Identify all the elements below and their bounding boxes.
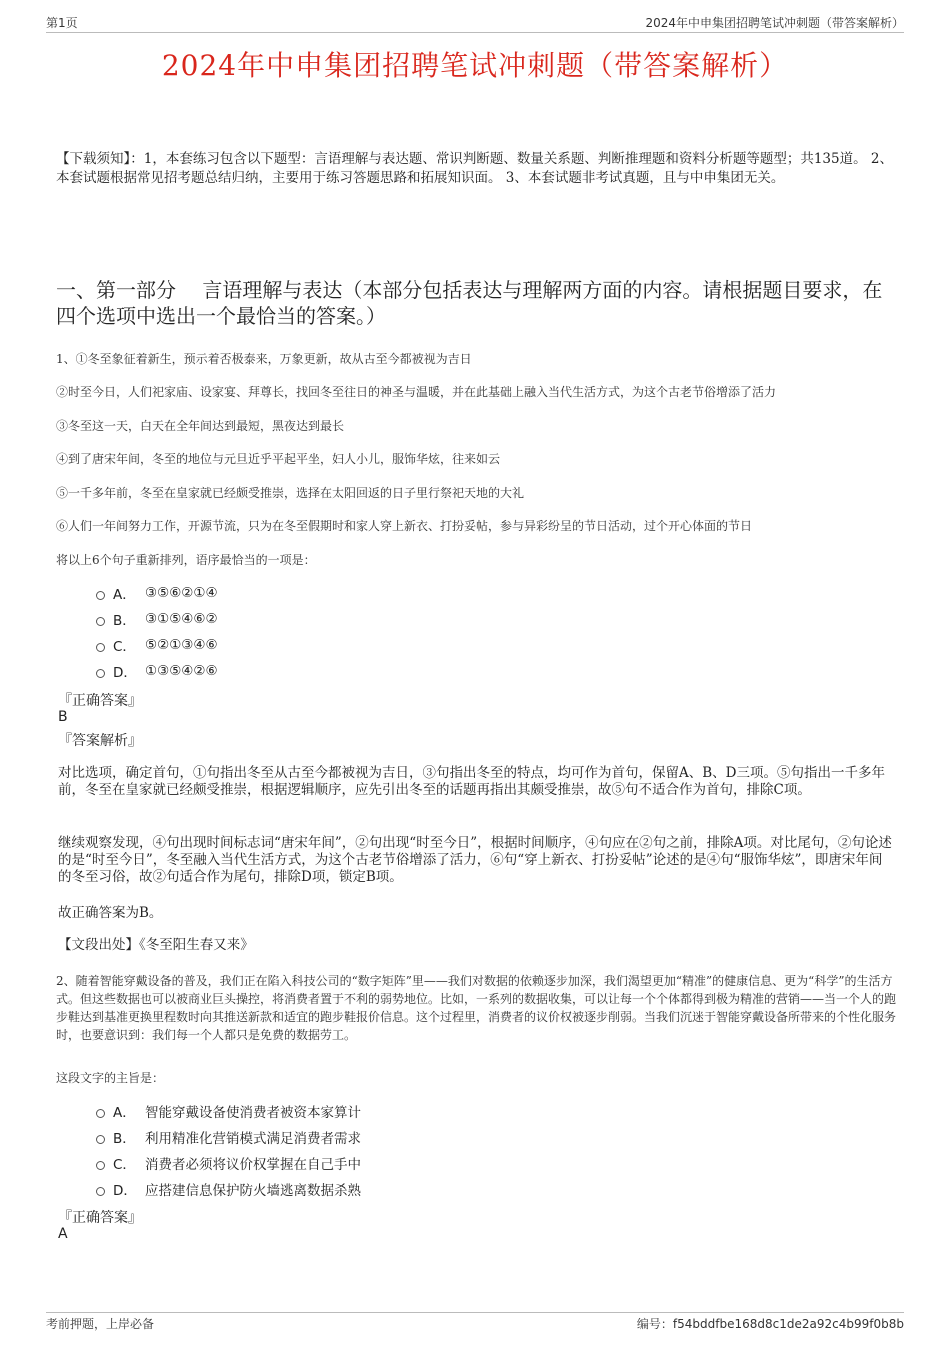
q1-analysis-2: 继续观察发现，④句出现时间标志词“唐宋年间”，②句出现“时至今日”，根据时间顺序，④句应在②句之前，排除A项。对比尾句，②句论述的是“时至今日”，冬至融入当代生活方式，为这个古老节俗增添了活力，⑥句“穿上新衣、打扮妥帖”论述的是④句“服饰华炫”，即唐宋年间的冬至习俗，故②句适合作为尾句，排除D项，锁定B项。 [58,835,892,885]
option-text: ⑤②①③④⑥ [145,637,218,653]
q1-sentence-5: ⑤一千多年前，冬至在皇家就已经颇受推崇，选择在太阳回返的日子里行祭祀天地的大礼 [56,486,525,500]
page-number: 第1页 [46,16,78,30]
footer-doc-id: 编号：f54bddfbe168d8c1de2a92c4b99f0b8b [636,1317,904,1331]
q2-option-a[interactable] [96,1098,361,1124]
option-key: A． [113,587,136,603]
q2-answer: A [58,1226,68,1242]
download-notice: 【下载须知】：1，本套练习包含以下题型：言语理解与表达题、常识判断题、数量关系题、判断推理题和资料分析题等题型；共135道。 2、本套试题根据常见招考题总结归纳，主要用于练习答题思路和拓展知识面。 3、本套试题非考试真题，且与中申集团无关。 [56,151,893,186]
radio-icon[interactable] [96,1135,105,1144]
radio-icon[interactable] [96,643,105,652]
q1-sentence-4: ④到了唐宋年间，冬至的地位与元旦近乎平起平坐，妇人小儿，服饰华炫，往来如云 [56,452,501,466]
option-key: C． [113,639,136,655]
q1-analysis-1: 对比选项，确定首句，①句指出冬至从古至今都被视为吉日，③句指出冬至的特点，均可作为首句，保留A、B、D三项。⑤句指出一千多年前，冬至在皇家就已经颇受推崇，根据逻辑顺序，应先引出冬至的话题再指出其颇受推崇，故⑤句不适合作为首句，排除C项。 [58,765,885,798]
option-key: B． [113,613,136,629]
radio-icon[interactable] [96,1187,105,1196]
radio-icon[interactable] [96,617,105,626]
q1-answer-label: 『正确答案』 [58,693,142,709]
option-key: B． [113,1131,136,1147]
q2-option-c[interactable] [96,1150,361,1176]
radio-icon[interactable] [96,669,105,678]
q1-analysis-label: 『答案解析』 [58,733,142,749]
option-text: ③①⑤④⑥② [145,611,218,627]
option-key: D． [113,1183,137,1199]
q1-options [96,580,218,684]
option-key: A． [113,1105,136,1121]
q1-analysis-3: 故正确答案为B。 [58,905,163,921]
document-title: 2024年中申集团招聘笔试冲刺题（带答案解析） [161,49,789,82]
q2-answer-label: 『正确答案』 [58,1210,142,1226]
q1-option-c[interactable] [96,632,218,658]
q1-sentence-6: ⑥人们一年间努力工作，开源节流，只为在冬至假期时和家人穿上新衣、打扮妥帖，参与异彩纷呈的节日活动，过个开心体面的节日 [56,519,753,533]
option-text: 应搭建信息保护防火墙逃离数据杀熟 [145,1183,361,1199]
section-title: 一、第一部分 言语理解与表达（本部分包括表达与理解两方面的内容。请根据题目要求，在四个选项中选出一个最恰当的答案。） [56,278,883,328]
q2-option-d[interactable] [96,1176,361,1202]
q1-sentence-2: ②时至今日，人们祀家庙、设家宴、拜尊长，找回冬至往日的神圣与温暖，并在此基础上融入当代生活方式，为这个古老节俗增添了活力 [56,385,777,399]
q1-sentence-1: 1、①冬至象征着新生，预示着否极泰来，万象更新，故从古至今都被视为吉日 [56,352,472,366]
q2-option-b[interactable] [96,1124,361,1150]
q1-source: 【文段出处】《冬至阳生春又来》 [58,937,254,953]
page-header [46,14,904,33]
option-text: ③⑤⑥②①④ [145,585,218,601]
radio-icon[interactable] [96,591,105,600]
q1-answer: B [58,709,68,725]
q1-question: 将以上6个句子重新排列，语序最恰当的一项是： [56,553,316,567]
option-key: D． [113,665,137,681]
option-text: 智能穿戴设备使消费者被资本家算计 [145,1105,361,1121]
option-text: ①③⑤④②⑥ [145,663,218,679]
q1-option-a[interactable] [96,580,218,606]
q1-option-b[interactable] [96,606,218,632]
q1-sentence-3: ③冬至这一天，白天在全年间达到最短，黑夜达到最长 [56,419,345,433]
radio-icon[interactable] [96,1161,105,1170]
option-key: C． [113,1157,136,1173]
option-text: 利用精准化营销模式满足消费者需求 [145,1131,361,1147]
option-text: 消费者必须将议价权掌握在自己手中 [145,1157,361,1173]
radio-icon[interactable] [96,1109,105,1118]
q2-options [96,1098,361,1202]
q2-question: 这段文字的主旨是： [56,1071,165,1085]
page-footer [46,1312,904,1335]
q2-passage: 2、随着智能穿戴设备的普及，我们正在陷入科技公司的“数字矩阵”里——我们对数据的依赖逐步加深，我们渴望更加“精准”的健康信息、更为“科学”的生活方式。但这些数据也可以被商业巨头操控，将消费者置于不利的弱势地位。比如，一系列的数据收集，可以让每一个个体都得到极为精准的营销——当一个人的跑步鞋达到基准更换里程数时向其推送新款和适宜的跑步鞋报价信息。这个过程里，消费者的议价权被逐步削弱。当我们沉迷于智能穿戴设备所带来的个性化服务时，也要意识到：我们每一个人都只是免费的数据劳工。 [56,974,897,1042]
header-doc-title: 2024年中申集团招聘笔试冲刺题（带答案解析） [645,16,904,30]
footer-slogan: 考前押题，上岸必备 [46,1317,155,1331]
q1-option-d[interactable] [96,658,218,684]
